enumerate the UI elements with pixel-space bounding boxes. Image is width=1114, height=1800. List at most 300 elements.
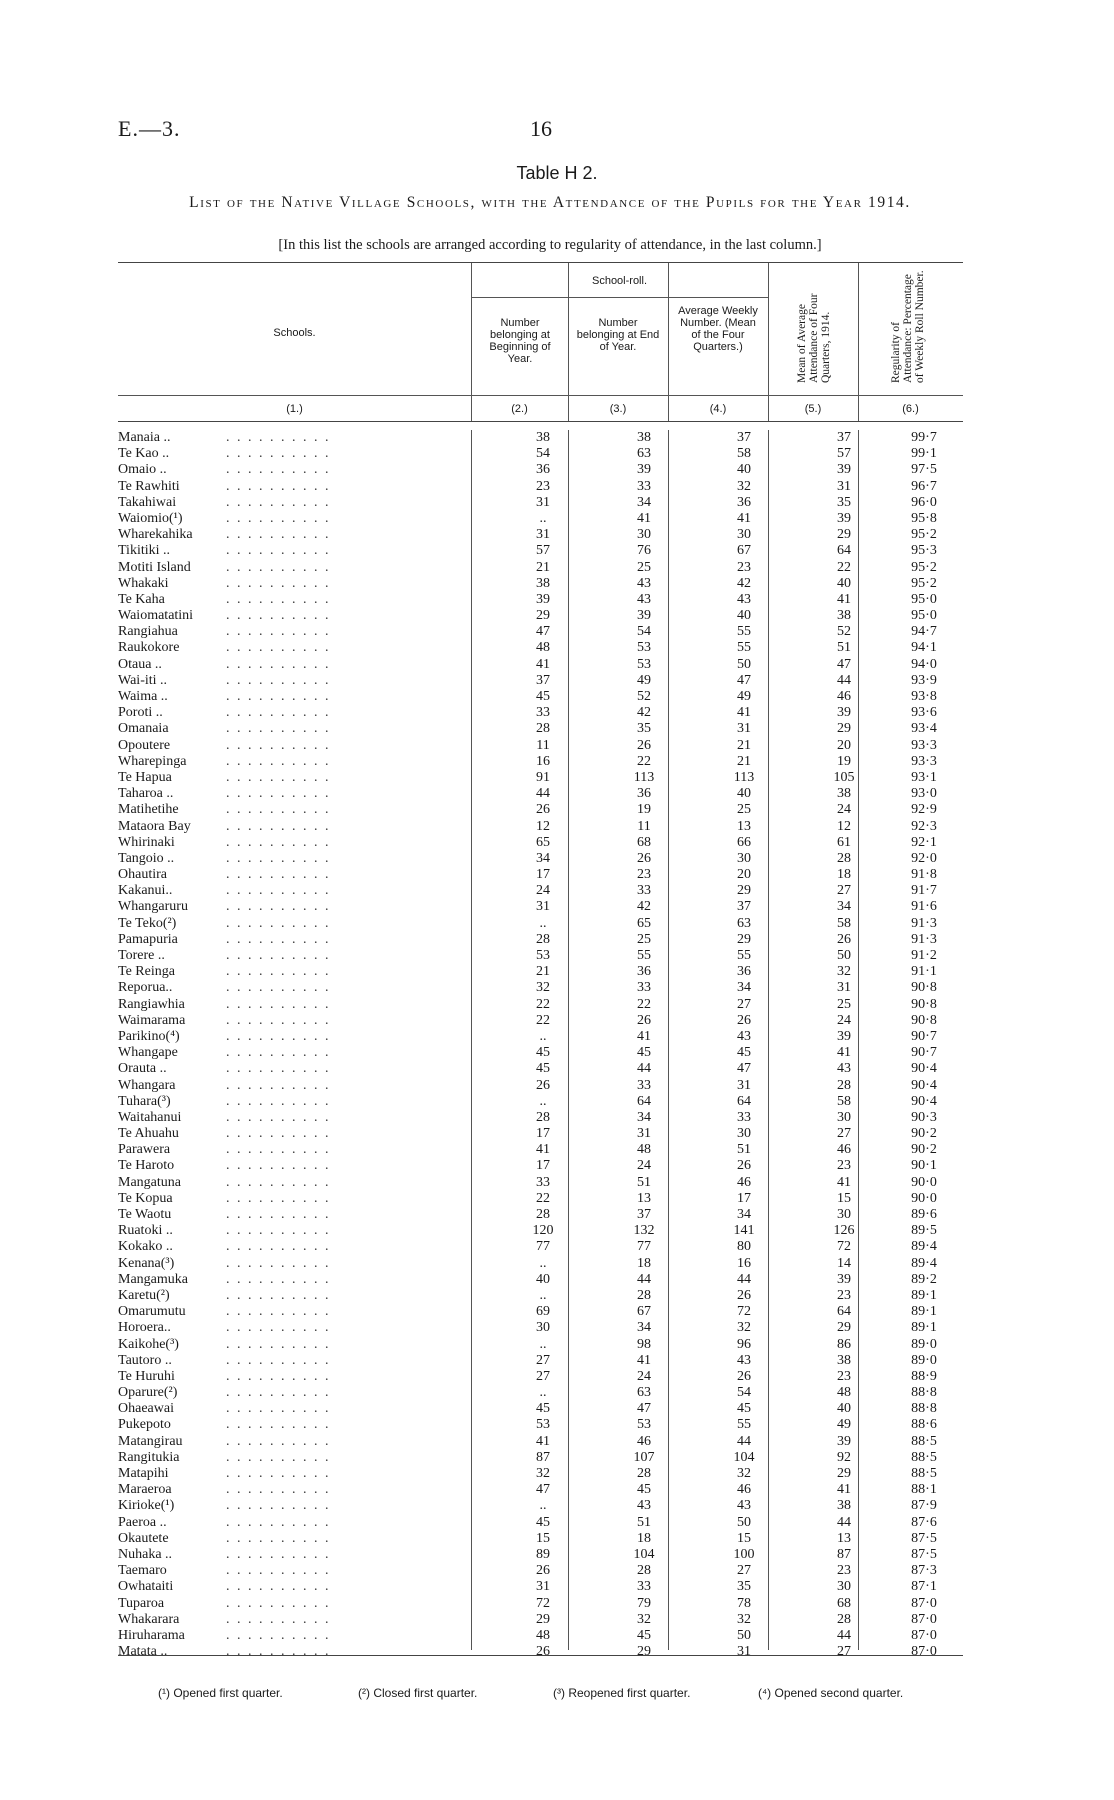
regularity-percent: 92·9	[911, 802, 937, 818]
regularity-percent: 94·1	[911, 640, 937, 656]
leader-dots: . . . . . . . . . .	[226, 1304, 331, 1320]
roll-beginning: ..	[539, 1336, 547, 1352]
average-weekly: 100	[733, 1546, 755, 1562]
regularity-percent: 88·5	[911, 1433, 937, 1449]
table-row	[118, 527, 963, 543]
roll-end: 46	[637, 1433, 651, 1449]
average-weekly: 66	[737, 834, 751, 850]
regularity-percent: 93·0	[911, 786, 937, 802]
mean-attendance: 58	[837, 915, 851, 931]
mean-attendance: 64	[837, 543, 851, 559]
regularity-percent: 90·4	[911, 1077, 937, 1093]
average-weekly: 32	[737, 478, 751, 494]
page-id: E.—3.	[118, 116, 181, 141]
roll-beginning: 36	[536, 462, 550, 478]
table-row	[118, 851, 963, 867]
mean-attendance: 44	[837, 1514, 851, 1530]
table-note: [In this list the schools are arranged according to regularity of attendance, in the last column.]	[278, 237, 822, 253]
leader-dots: . . . . . . . . . .	[226, 1028, 331, 1044]
school-name: Rangitukia	[118, 1449, 180, 1465]
table-row	[118, 948, 963, 964]
table-row	[118, 1061, 963, 1077]
leader-dots: . . . . . . . . . .	[226, 1077, 331, 1093]
school-name: Pamapuria	[118, 931, 178, 947]
roll-beginning: 28	[536, 1109, 550, 1125]
regularity-percent: 90·8	[911, 980, 937, 996]
roll-beginning: 28	[536, 931, 550, 947]
school-name: Matapihi	[118, 1466, 169, 1481]
roll-beginning: 89	[536, 1546, 550, 1562]
average-weekly: 13	[737, 818, 751, 834]
mean-attendance: 25	[837, 996, 851, 1012]
mean-attendance: 24	[837, 1012, 851, 1028]
average-weekly: 15	[737, 1530, 751, 1546]
roll-beginning: 38	[536, 430, 550, 445]
average-weekly: 27	[737, 996, 751, 1012]
roll-end: 63	[637, 1385, 651, 1401]
regularity-percent: 97·5	[911, 462, 937, 478]
mean-attendance: 15	[837, 1190, 851, 1206]
roll-end: 39	[637, 462, 651, 478]
header-num-5: (5.)	[804, 403, 822, 415]
average-weekly: 16	[737, 1255, 751, 1271]
roll-beginning: 65	[536, 834, 550, 850]
average-weekly: 54	[737, 1385, 751, 1401]
roll-end: 68	[637, 834, 651, 850]
school-name: Te Kopua	[118, 1190, 173, 1206]
regularity-percent: 87·1	[911, 1579, 937, 1595]
leader-dots: . . . . . . . . . .	[226, 1320, 331, 1336]
roll-beginning: 57	[536, 543, 550, 559]
roll-beginning: 45	[536, 1401, 550, 1417]
average-weekly: 30	[737, 1126, 751, 1142]
average-weekly: 47	[737, 1061, 751, 1077]
roll-beginning: 27	[536, 1368, 550, 1384]
roll-end: 79	[637, 1595, 651, 1611]
mean-attendance: 41	[837, 1482, 851, 1498]
header-num-4: (4.)	[709, 403, 727, 415]
roll-beginning: ..	[539, 1287, 547, 1303]
roll-end: 52	[637, 689, 651, 704]
leader-dots: . . . . . . . . . .	[226, 656, 331, 672]
mean-attendance: 49	[837, 1417, 851, 1433]
regularity-percent: 90·7	[911, 1028, 937, 1044]
leader-dots: . . . . . . . . . .	[226, 1644, 331, 1660]
roll-beginning: 44	[536, 786, 550, 802]
school-name: Wharekahika	[118, 527, 193, 543]
mean-attendance: 30	[837, 1109, 851, 1125]
leader-dots: . . . . . . . . . .	[226, 1109, 331, 1125]
table-caption: List of the Native Village Schools, with the Attendance of the Pupils for the Year 1914.	[189, 194, 911, 211]
table-row	[118, 495, 963, 511]
roll-end: 42	[637, 899, 651, 915]
roll-beginning: 15	[536, 1530, 550, 1546]
regularity-percent: 90·7	[911, 1045, 937, 1061]
school-name: Kirioke(¹)	[118, 1498, 175, 1514]
regularity-percent: 87·5	[911, 1546, 937, 1562]
school-name: Parikino(⁴)	[118, 1028, 180, 1044]
roll-beginning: 17	[536, 867, 550, 883]
roll-beginning: 120	[532, 1223, 554, 1239]
regularity-percent: 87·0	[911, 1611, 937, 1627]
table-row	[118, 1223, 963, 1239]
mean-attendance: 52	[837, 624, 851, 640]
mean-attendance: 28	[837, 850, 851, 866]
leader-dots: . . . . . . . . . .	[226, 1142, 331, 1158]
mean-attendance: 39	[837, 462, 851, 478]
table-row	[118, 1110, 963, 1126]
leader-dots: . . . . . . . . . .	[226, 850, 331, 866]
roll-end: 37	[637, 1207, 651, 1222]
mean-attendance: 27	[837, 1126, 851, 1142]
roll-beginning: 54	[536, 446, 550, 462]
roll-end: 32	[637, 1611, 651, 1627]
roll-end: 49	[637, 672, 651, 688]
table-row	[118, 1628, 963, 1644]
regularity-percent: 89·0	[911, 1352, 937, 1368]
roll-end: 43	[637, 575, 651, 591]
footnote-2: (²) Closed first quarter.	[358, 1686, 478, 1700]
average-weekly: 35	[737, 1579, 751, 1595]
roll-beginning: 41	[536, 1433, 550, 1449]
table-row	[118, 1337, 963, 1353]
regularity-percent: 90·1	[911, 1158, 937, 1174]
roll-end: 51	[637, 1174, 651, 1190]
leader-dots: . . . . . . . . . .	[226, 1482, 331, 1498]
leader-dots: . . . . . . . . . .	[226, 1449, 331, 1465]
regularity-percent: 95·0	[911, 608, 937, 624]
roll-end: 29	[637, 1644, 651, 1660]
school-name: Tikitiki ..	[118, 543, 171, 559]
roll-end: 24	[637, 1368, 651, 1384]
roll-beginning: 26	[536, 1644, 550, 1660]
header-num-3: (3.)	[609, 403, 627, 415]
mean-attendance: 38	[837, 786, 851, 802]
roll-beginning: 28	[536, 721, 550, 737]
mean-attendance: 12	[837, 818, 851, 834]
roll-end: 41	[637, 1028, 651, 1044]
school-name: Whangara	[118, 1077, 176, 1093]
leader-dots: . . . . . . . . . .	[226, 1239, 331, 1255]
table-row	[118, 883, 963, 899]
table-row	[118, 1547, 963, 1563]
leader-dots: . . . . . . . . . .	[226, 1611, 331, 1627]
table-row	[118, 1385, 963, 1401]
school-name: Waitahanui	[118, 1109, 182, 1125]
school-name: Paeroa ..	[118, 1514, 167, 1530]
table-row	[118, 786, 963, 802]
table-row	[118, 754, 963, 770]
roll-beginning: 12	[536, 818, 550, 834]
table-row	[118, 689, 963, 705]
table-row	[118, 479, 963, 495]
table-title: Table H 2.	[516, 163, 598, 183]
leader-dots: . . . . . . . . . .	[226, 915, 331, 931]
mean-attendance: 29	[837, 721, 851, 737]
roll-beginning: 47	[536, 1482, 550, 1498]
roll-beginning: ..	[539, 915, 547, 931]
school-name: Tuparoa	[118, 1595, 165, 1611]
regularity-percent: 91·3	[911, 931, 937, 947]
roll-end: 30	[637, 527, 651, 543]
mean-attendance: 92	[837, 1449, 851, 1465]
regularity-percent: 93·4	[911, 721, 937, 737]
leader-dots: . . . . . . . . . .	[226, 640, 331, 656]
roll-beginning: 77	[536, 1239, 550, 1255]
roll-end: 77	[637, 1239, 651, 1255]
roll-end: 45	[637, 1627, 651, 1643]
roll-beginning: 21	[536, 559, 550, 575]
roll-end: 33	[637, 478, 651, 494]
header-num-1: (1.)	[286, 403, 303, 415]
regularity-percent: 90·8	[911, 1012, 937, 1028]
school-name: Waiomio(¹)	[118, 510, 183, 526]
leader-dots: . . . . . . . . . .	[226, 1223, 331, 1239]
table-row	[118, 576, 963, 592]
average-weekly: 31	[737, 1644, 751, 1660]
table-row	[118, 1142, 963, 1158]
roll-beginning: 45	[536, 1061, 550, 1077]
mean-attendance: 105	[833, 769, 855, 785]
regularity-percent: 95·3	[911, 543, 937, 559]
school-name: Horoera..	[118, 1320, 171, 1336]
roll-beginning: 22	[536, 996, 550, 1012]
mean-attendance: 31	[837, 478, 851, 494]
leader-dots: . . . . . . . . . .	[226, 510, 331, 526]
roll-end: 33	[637, 883, 651, 899]
mean-attendance: 19	[837, 753, 851, 769]
school-name: Kaikohe(³)	[118, 1336, 179, 1352]
school-name: Mangatuna	[118, 1174, 181, 1190]
school-name: Te Huruhi	[118, 1368, 175, 1384]
mean-attendance: 44	[837, 1627, 851, 1643]
mean-attendance: 20	[837, 737, 851, 753]
average-weekly: 21	[737, 753, 751, 769]
regularity-percent: 92·3	[911, 818, 937, 834]
roll-end: 34	[637, 1109, 651, 1125]
table-row	[118, 543, 963, 559]
table-row	[118, 1029, 963, 1045]
regularity-percent: 88·9	[911, 1368, 937, 1384]
leader-dots: . . . . . . . . . .	[226, 1190, 331, 1206]
mean-attendance: 57	[837, 446, 851, 462]
roll-end: 26	[637, 737, 651, 753]
average-weekly: 31	[737, 1077, 751, 1093]
average-weekly: 55	[737, 1417, 751, 1433]
roll-end: 22	[637, 753, 651, 769]
average-weekly: 32	[737, 1466, 751, 1481]
table-row	[118, 560, 963, 576]
roll-beginning: 33	[536, 1174, 550, 1190]
leader-dots: . . . . . . . . . .	[226, 1563, 331, 1579]
mean-attendance: 46	[837, 689, 851, 704]
table-row	[118, 1158, 963, 1174]
roll-end: 44	[637, 1271, 651, 1287]
regularity-percent: 89·4	[911, 1239, 937, 1255]
regularity-percent: 90·4	[911, 1061, 937, 1077]
leader-dots: . . . . . . . . . .	[226, 1530, 331, 1546]
table-row	[118, 1596, 963, 1612]
roll-end: 31	[637, 1126, 651, 1142]
school-name: Te Haroto	[118, 1158, 175, 1174]
school-name: Tautoro ..	[118, 1352, 172, 1368]
average-weekly: 45	[737, 1401, 751, 1417]
regularity-percent: 88·5	[911, 1449, 937, 1465]
table-row	[118, 1272, 963, 1288]
mean-attendance: 38	[837, 1498, 851, 1514]
roll-end: 36	[637, 964, 651, 980]
leader-dots: . . . . . . . . . .	[226, 672, 331, 688]
regularity-percent: 95·2	[911, 559, 937, 575]
average-weekly: 27	[737, 1563, 751, 1579]
table-row	[118, 964, 963, 980]
school-name: Mangamuka	[118, 1271, 188, 1287]
leader-dots: . . . . . . . . . .	[226, 1466, 331, 1481]
average-weekly: 34	[737, 980, 751, 996]
roll-beginning: 38	[536, 575, 550, 591]
school-name: Oparure(²)	[118, 1385, 178, 1401]
roll-end: 43	[637, 1498, 651, 1514]
leader-dots: . . . . . . . . . .	[226, 1417, 331, 1433]
mean-attendance: 44	[837, 672, 851, 688]
roll-end: 45	[637, 1482, 651, 1498]
mean-attendance: 51	[837, 640, 851, 656]
table-row	[118, 1304, 963, 1320]
roll-end: 28	[637, 1563, 651, 1579]
school-name: Whangaruru	[118, 899, 188, 915]
average-weekly: 26	[737, 1012, 751, 1028]
leader-dots: . . . . . . . . . .	[226, 494, 331, 510]
mean-attendance: 27	[837, 883, 851, 899]
average-weekly: 33	[737, 1109, 751, 1125]
mean-attendance: 28	[837, 1077, 851, 1093]
roll-beginning: 16	[536, 753, 550, 769]
leader-dots: . . . . . . . . . .	[226, 1368, 331, 1384]
regularity-percent: 93·6	[911, 705, 937, 721]
school-name: Waimarama	[118, 1012, 186, 1028]
average-weekly: 58	[737, 446, 751, 462]
roll-end: 33	[637, 1077, 651, 1093]
leader-dots: . . . . . . . . . .	[226, 462, 331, 478]
table-row	[118, 1094, 963, 1110]
table-row	[118, 1175, 963, 1191]
roll-end: 41	[637, 1352, 651, 1368]
table-row	[118, 770, 963, 786]
leader-dots: . . . . . . . . . .	[226, 1385, 331, 1401]
average-weekly: 72	[737, 1304, 751, 1320]
mean-attendance: 38	[837, 608, 851, 624]
mean-attendance: 41	[837, 1174, 851, 1190]
roll-end: 44	[637, 1061, 651, 1077]
roll-end: 36	[637, 786, 651, 802]
mean-attendance: 68	[837, 1595, 851, 1611]
average-weekly: 43	[737, 1352, 751, 1368]
average-weekly: 113	[733, 769, 755, 785]
mean-attendance: 35	[837, 494, 851, 510]
regularity-percent: 87·5	[911, 1530, 937, 1546]
mean-attendance: 22	[837, 559, 851, 575]
average-weekly: 23	[737, 559, 751, 575]
regularity-percent: 90·2	[911, 1142, 937, 1158]
leader-dots: . . . . . . . . . .	[226, 705, 331, 721]
table-row	[118, 673, 963, 689]
table-row	[118, 1191, 963, 1207]
regularity-percent: 89·6	[911, 1207, 937, 1222]
roll-end: 45	[637, 1045, 651, 1061]
leader-dots: . . . . . . . . . .	[226, 802, 331, 818]
average-weekly: 41	[737, 510, 751, 526]
regularity-percent: 90·3	[911, 1109, 937, 1125]
school-name: Opoutere	[118, 737, 171, 753]
regularity-percent: 92·1	[911, 834, 937, 850]
mean-attendance: 40	[837, 1401, 851, 1417]
roll-beginning: 28	[536, 1207, 550, 1222]
average-weekly: 30	[737, 850, 751, 866]
mean-attendance: 26	[837, 931, 851, 947]
regularity-percent: 94·7	[911, 624, 937, 640]
regularity-percent: 87·3	[911, 1563, 937, 1579]
average-weekly: 78	[737, 1595, 751, 1611]
table-row	[118, 511, 963, 527]
roll-beginning: 48	[536, 640, 550, 656]
average-weekly: 96	[737, 1336, 751, 1352]
average-weekly: 34	[737, 1207, 751, 1222]
school-name: Omarumutu	[118, 1304, 186, 1320]
school-name: Okautete	[118, 1530, 169, 1546]
roll-beginning: 40	[536, 1271, 550, 1287]
mean-attendance: 23	[837, 1563, 851, 1579]
regularity-percent: 93·8	[911, 689, 937, 704]
school-name: Whangape	[118, 1045, 178, 1061]
table-row	[118, 462, 963, 478]
roll-beginning: 29	[536, 608, 550, 624]
school-name: Karetu(²)	[118, 1287, 170, 1303]
average-weekly: 50	[737, 656, 751, 672]
average-weekly: 20	[737, 867, 751, 883]
table-row	[118, 1498, 963, 1514]
regularity-percent: 90·2	[911, 1126, 937, 1142]
average-weekly: 67	[737, 543, 751, 559]
roll-beginning: 47	[536, 624, 550, 640]
average-weekly: 25	[737, 802, 751, 818]
mean-attendance: 40	[837, 575, 851, 591]
school-name: Taemaro	[118, 1563, 167, 1579]
regularity-percent: 93·3	[911, 753, 937, 769]
leader-dots: . . . . . . . . . .	[226, 446, 331, 462]
school-name: Whirinaki	[118, 834, 175, 850]
leader-dots: . . . . . . . . . .	[226, 527, 331, 543]
leader-dots: . . . . . . . . . .	[226, 899, 331, 915]
leader-dots: . . . . . . . . . .	[226, 1514, 331, 1530]
table-row	[118, 1078, 963, 1094]
roll-end: 43	[637, 591, 651, 607]
leader-dots: . . . . . . . . . .	[226, 818, 331, 834]
mean-attendance: 41	[837, 591, 851, 607]
table-row	[118, 1256, 963, 1272]
regularity-percent: 91·8	[911, 867, 937, 883]
leader-dots: . . . . . . . . . .	[226, 1207, 331, 1222]
roll-end: 23	[637, 867, 651, 883]
school-name: Takahiwai	[118, 494, 177, 510]
roll-beginning: 31	[536, 899, 550, 915]
leader-dots: . . . . . . . . . .	[226, 980, 331, 996]
average-weekly: 47	[737, 672, 751, 688]
table-row	[118, 738, 963, 754]
table-row	[118, 721, 963, 737]
school-name: Parawera	[118, 1142, 171, 1158]
header-school-roll: School-roll.	[591, 275, 648, 287]
mean-attendance: 39	[837, 1028, 851, 1044]
